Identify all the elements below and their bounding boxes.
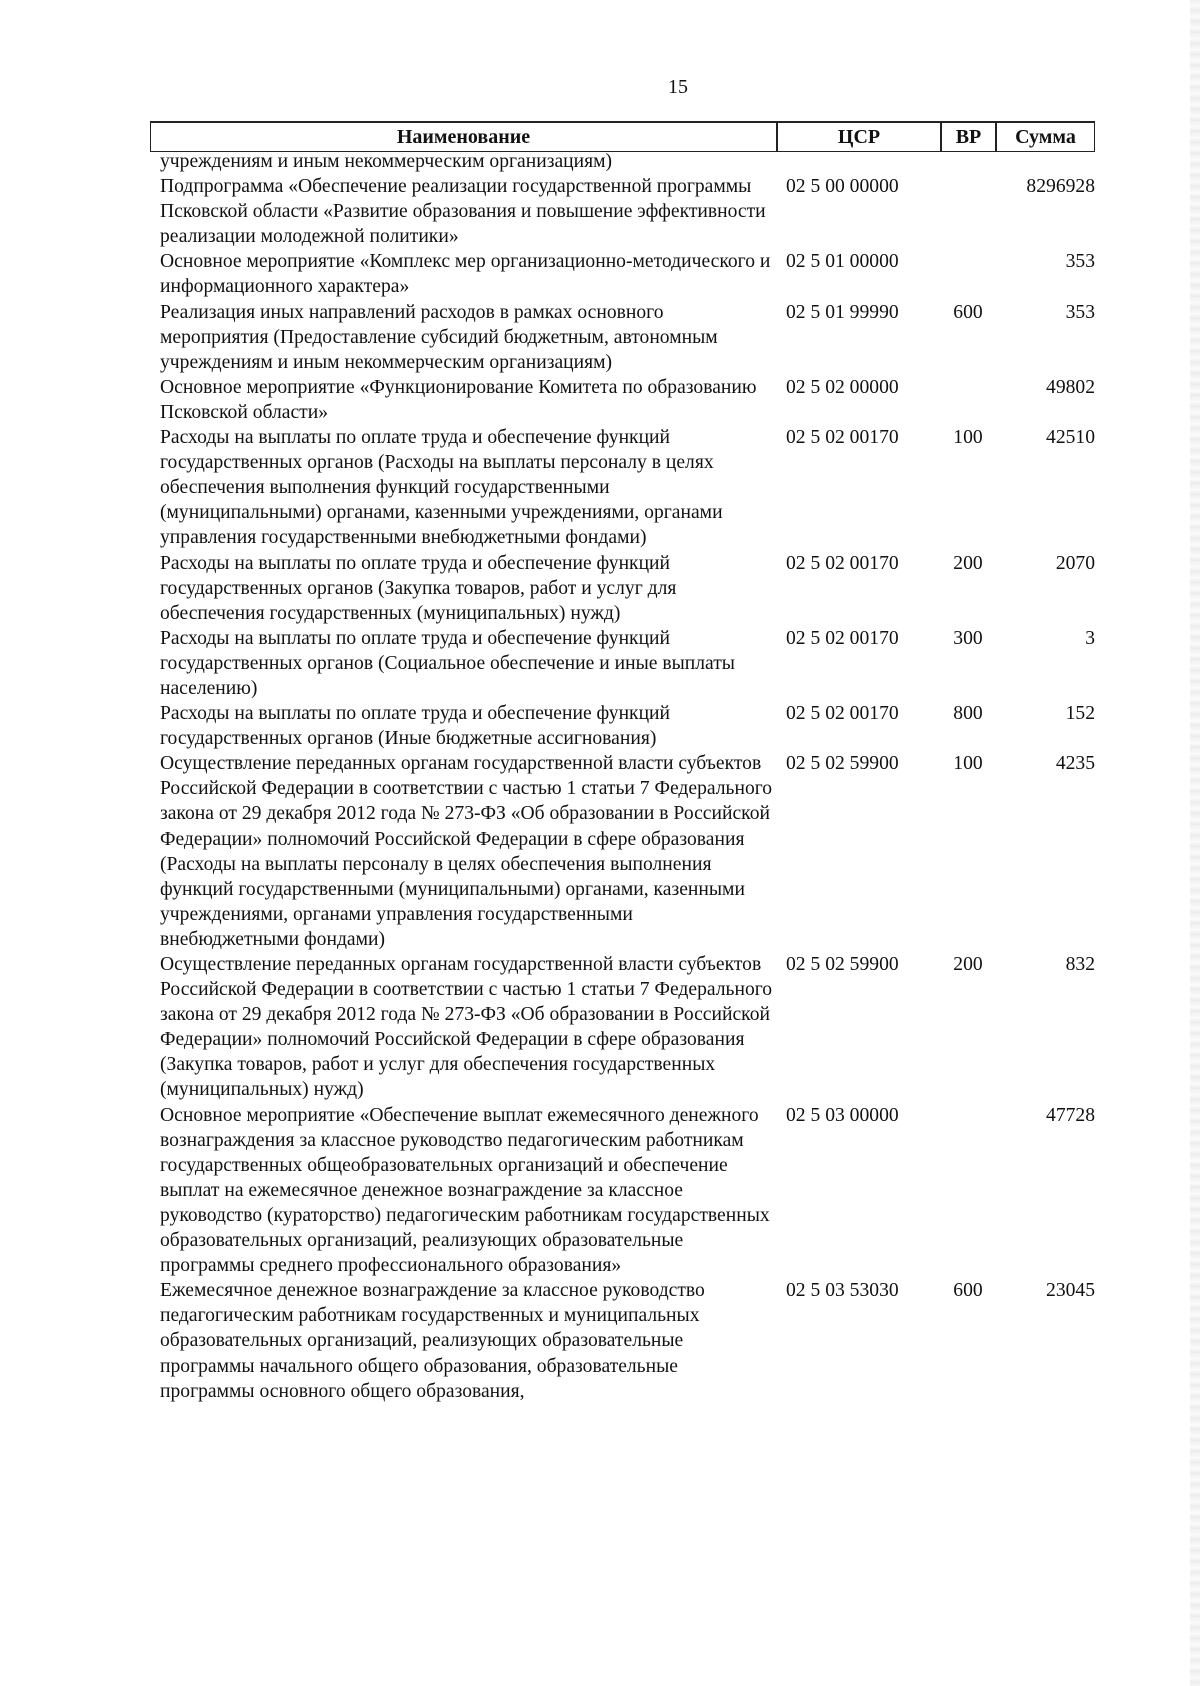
page-number: 15 [668,76,688,98]
table-row [160,1103,1095,1279]
row-name: Основное мероприятие «Функционирование Комитета по образованию Псковской области» [160,376,757,423]
row-sum: 3 [1085,627,1095,649]
row-vr: 200 [953,552,983,574]
row-name: Осуществление переданных органам государственной власти субъектов Российской Федерации в соответствии с частью 1 статьи 7 Федерального закона от 29 декабря 2012 года № 273-ФЗ «Об образовании в Российской Федерации» полномочий Российской Федерации в сфере образования (Расходы на выплаты персоналу в целях обеспечения выполнения функций государственными (муниципальными) органами, казенными учреждениями, органами управления государственными внебюджетными фондами) [160,753,773,950]
row-sum: 47728 [1046,1104,1095,1126]
row-csr: 02 5 00 00000 [786,176,899,198]
row-csr: 02 5 03 00000 [786,1104,899,1126]
table-row [160,300,1095,375]
row-sum: 832 [1065,954,1095,975]
table-row [160,425,1095,550]
row-csr: 02 5 02 59900 [786,954,899,975]
row-sum: 152 [1065,703,1095,725]
table-row [160,701,1095,751]
row-sum: 353 [1065,301,1095,323]
table-row [160,174,1095,249]
table-body [160,149,1095,1404]
row-name: Расходы на выплаты по оплате труда и обеспечение функций государственных органов (Расходы на выплаты персоналу в целях обеспечения выполнения функций государственными (муниципальными) органами, казенными учреждениями, органами управления государственными внебюджетными фондами) [160,427,723,549]
row-vr: 100 [953,753,983,775]
row-name: Реализация иных направлений расходов в рамках основного мероприятия (Предоставление субсидий бюджетным, автономным учреждениям и иным некоммерческим организациям) [160,301,718,373]
row-vr: 300 [953,627,983,649]
table-row [160,1278,1095,1403]
row-sum: 353 [1065,251,1095,273]
table-row [160,551,1095,626]
row-csr: 02 5 01 00000 [786,251,899,273]
row-csr: 02 5 02 00170 [786,627,899,649]
row-name: Основное мероприятие «Обеспечение выплат ежемесячного денежного вознаграждения за классное руководство педагогическим работникам государственных общеобразовательных организаций и обеспечение выплат на ежемесячное денежное вознаграждение за классное руководство (кураторство) педагогическим работникам государственных образовательных организаций, реализующих образовательные программы среднего профессионального образования» [160,1104,770,1277]
header-vr: ВР [942,123,997,151]
row-vr: 800 [953,703,983,725]
header-sum: Сумма [1015,126,1076,148]
row-csr: 02 5 02 00170 [786,552,899,574]
row-name: Подпрограмма «Обеспечение реализации государственной программы Псковской области «Развитие образования и повышение эффективности реализации молодежной политики» [160,176,766,248]
row-csr: 02 5 02 00170 [786,427,899,449]
header-csr: ЦСР [778,123,942,151]
row-name: Осуществление переданных органам государственной власти субъектов Российской Федерации в соответствии с частью 1 статьи 7 Федерального закона от 29 декабря 2012 года № 273-ФЗ «Об образовании в Российской Федерации» полномочий Российской Федерации в сфере образования (Закупка товаров, работ и услуг для обеспечения государственных (муниципальных) нужд) [160,954,773,1101]
row-name: Расходы на выплаты по оплате труда и обеспечение функций государственных органов (Иные бюджетные ассигнования) [160,703,671,750]
row-sum: 23045 [1046,1280,1095,1302]
row-name: Расходы на выплаты по оплате труда и обеспечение функций государственных органов (Социальное обеспечение и иные выплаты населению) [160,627,735,699]
row-sum: 4235 [1055,753,1095,775]
row-sum: 2070 [1055,552,1095,574]
row-vr: 100 [953,427,983,449]
table-row [160,249,1095,299]
row-csr: 02 5 03 53030 [786,1280,899,1302]
row-vr: 600 [953,301,983,323]
row-csr: 02 5 02 00170 [786,703,899,725]
table-row [160,626,1095,701]
header-name: Наименование [151,123,778,151]
row-csr: 02 5 02 59900 [786,753,899,775]
row-csr: 02 5 02 00000 [786,376,899,398]
row-name: Ежемесячное денежное вознаграждение за классное руководство педагогическим работникам государственных и муниципальных образовательных организаций, реализующих образовательные программы начального общего образования, образовательные программы основного общего образования, [160,1280,705,1402]
row-csr: 02 5 01 99990 [786,301,899,323]
row-name: учреждениям и иным некоммерческим организациям) [160,151,613,172]
table-row [160,751,1095,952]
row-vr: 600 [953,1280,983,1302]
table-row [160,375,1095,425]
row-sum: 8296928 [1026,176,1095,198]
row-vr: 200 [953,954,983,975]
row-sum: 42510 [1046,427,1095,449]
row-sum: 49802 [1046,376,1095,398]
row-name: Расходы на выплаты по оплате труда и обеспечение функций государственных органов (Закупка товаров, работ и услуг для обеспечения государственных (муниципальных) нужд) [160,552,677,624]
scan-edge [1190,0,1200,1686]
table-row [160,149,1095,174]
row-name: Основное мероприятие «Комплекс мер организационно-методического и информационного характера» [160,251,771,298]
table-header [150,121,1095,152]
table-row [160,952,1095,1103]
